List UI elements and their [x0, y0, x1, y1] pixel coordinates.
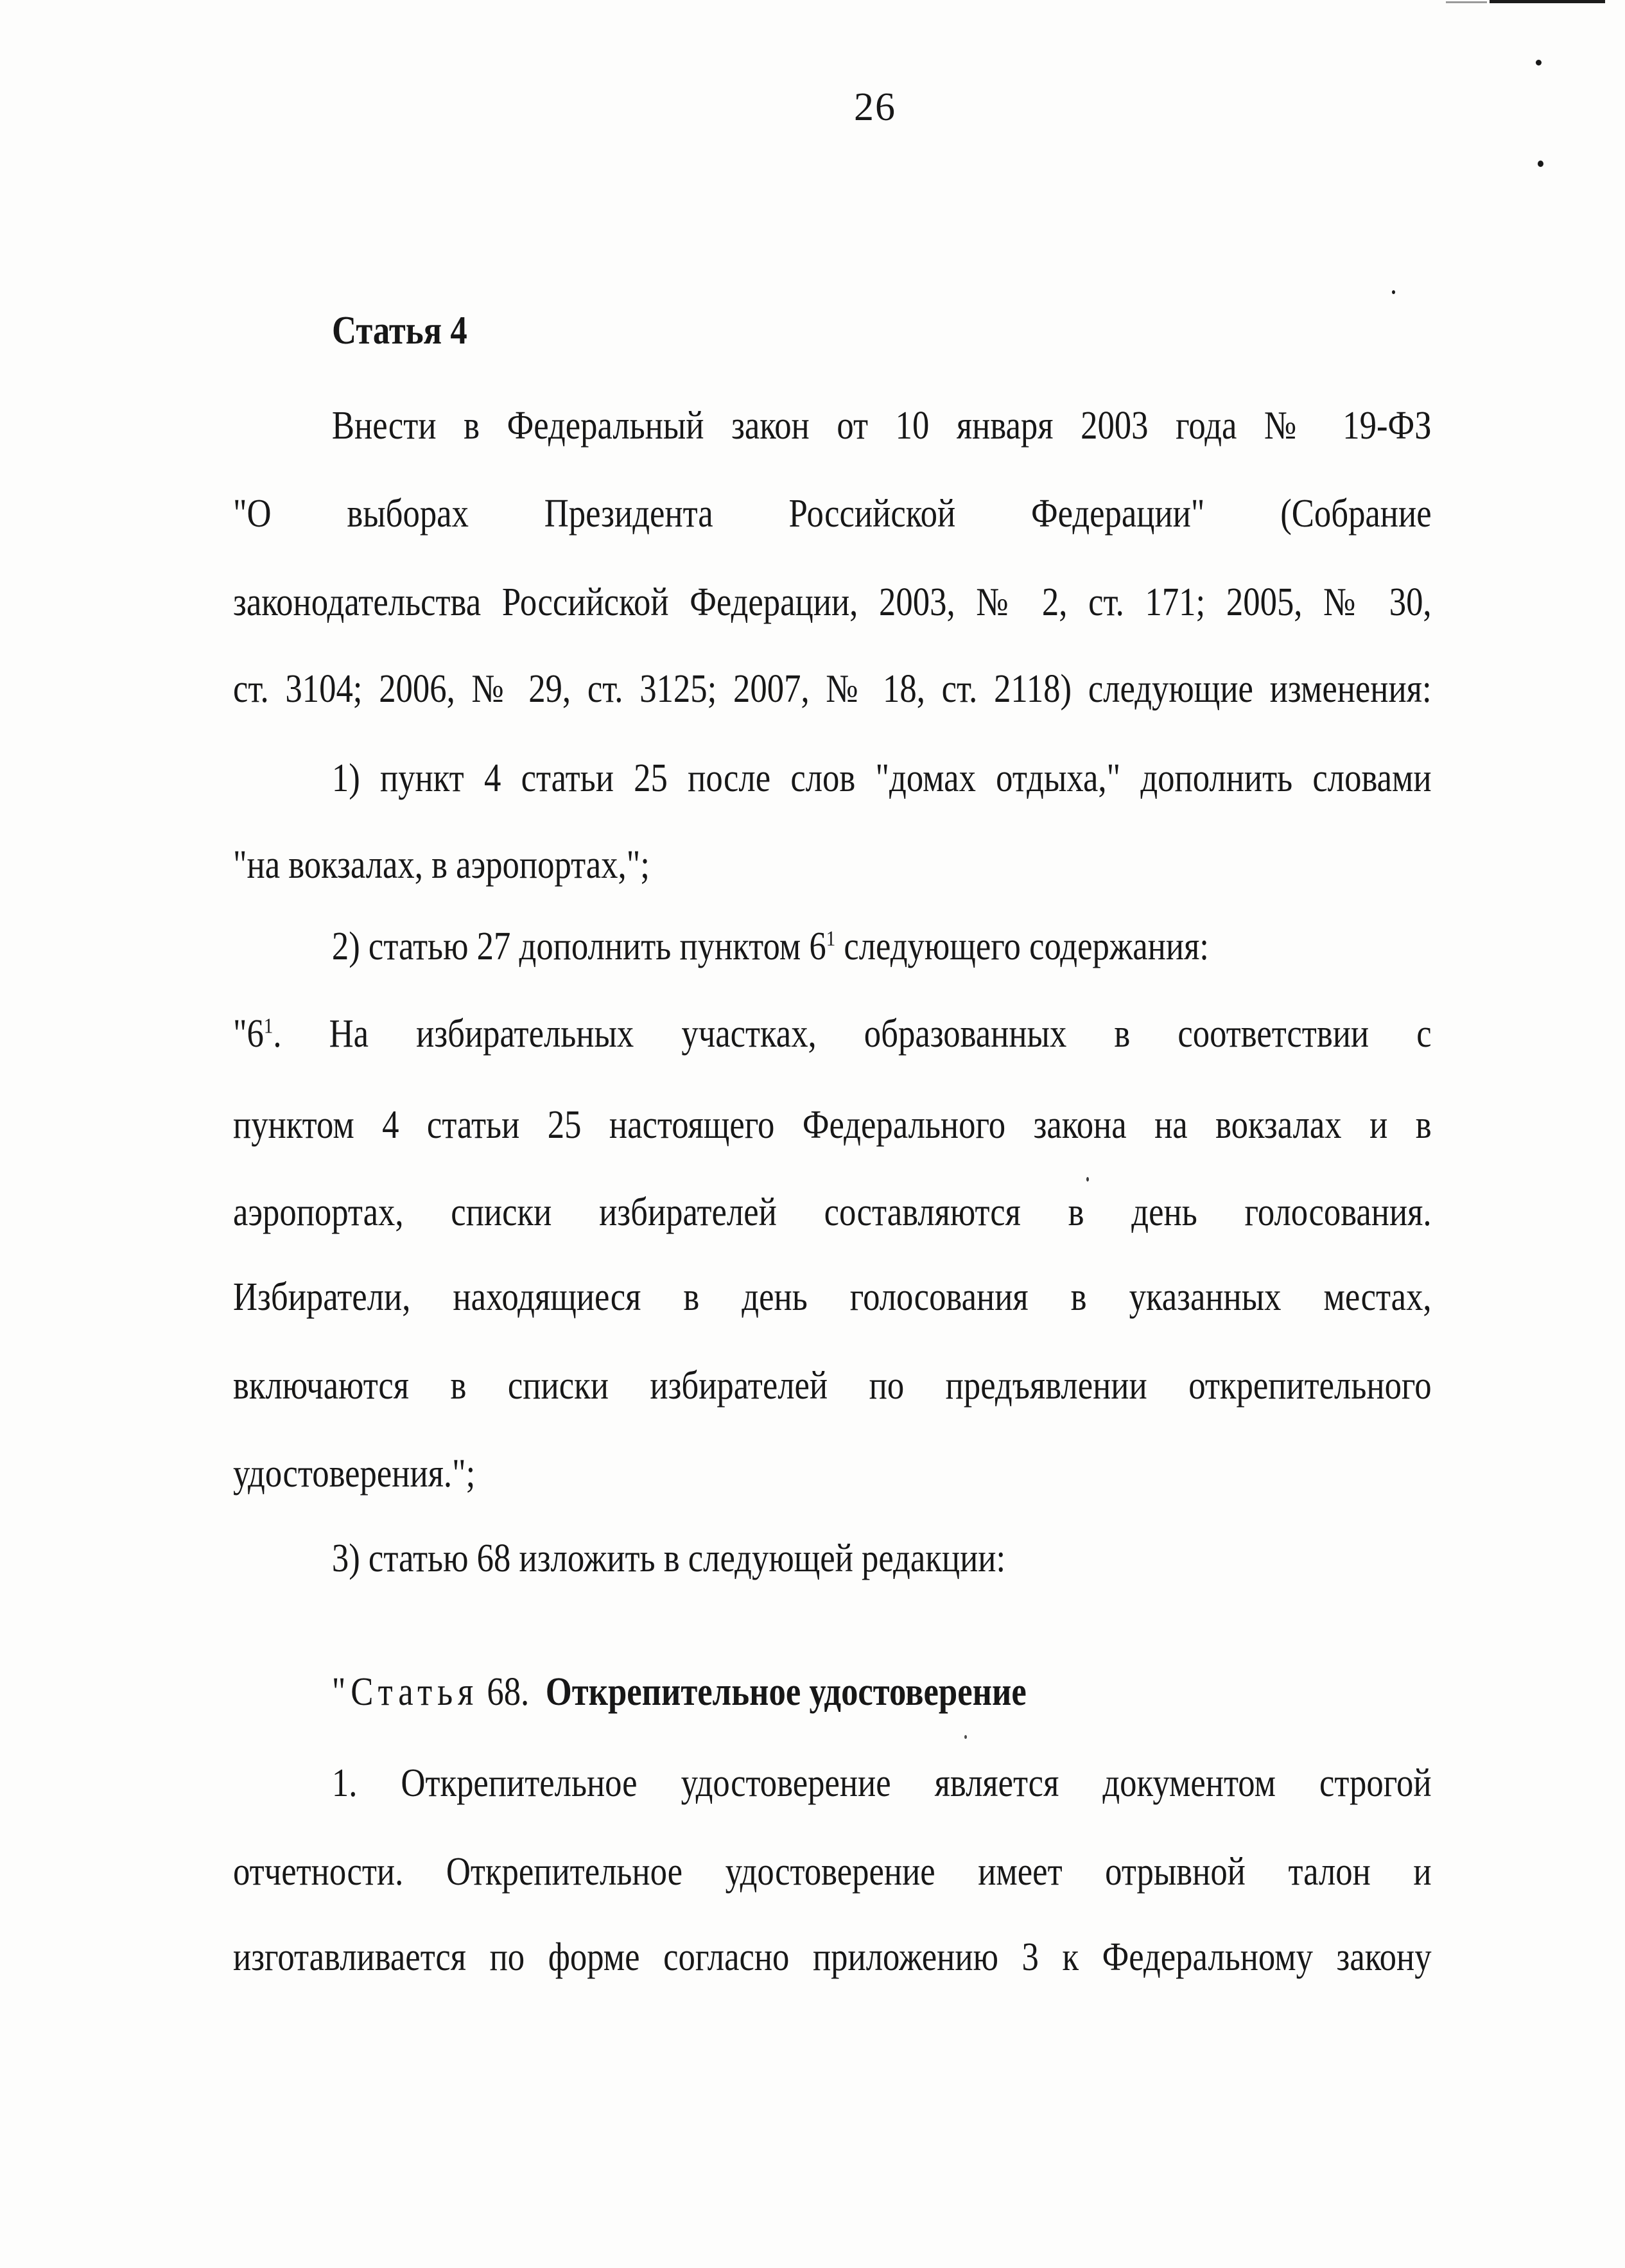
- amendment-item-2-line: аэропортах, списки избирателей составляются в день голосования.: [233, 1191, 1432, 1234]
- article-68-label: "Статья: [331, 1670, 479, 1714]
- scan-speck: [1086, 1177, 1089, 1182]
- para-line: "О выборах Президента Российской Федерации" (Собрание: [233, 492, 1432, 536]
- article-68-number: 68.: [478, 1670, 530, 1714]
- line-text: следующего содержания:: [835, 925, 1209, 968]
- amendment-item-1-line: "на вокзалах, в аэропортах,";: [233, 843, 650, 887]
- para-line: законодательства Российской Федерации, 2003, № 2, ст. 171; 2005, № 30,: [233, 580, 1432, 624]
- scan-speck: [1536, 60, 1542, 65]
- superscript: 1: [263, 1014, 274, 1038]
- amendment-item-1-line: 1) пункт 4 статьи 25 после слов "домах отдыха," дополнить словами: [331, 756, 1432, 800]
- article-68-para-line: 1. Открепительное удостоверение является документом строгой: [331, 1761, 1432, 1805]
- amendment-item-2-line: пунктом 4 статьи 25 настоящего Федерального закона на вокзалах и в: [233, 1103, 1432, 1147]
- para-line: Внести в Федеральный закон от 10 января 2003 года № 19-ФЗ: [331, 404, 1432, 448]
- scan-speck: [964, 1735, 967, 1739]
- amendment-item-2-line: [233, 924, 1432, 970]
- superscript: 1: [826, 927, 836, 951]
- amendment-item-2-line: включаются в списки избирателей по предъявлении открепительного: [233, 1364, 1432, 1408]
- line-text: . На избирательных участках, образованных в соответствии с: [273, 1012, 1432, 1056]
- scan-artifact-line-faint: [1446, 1, 1487, 3]
- amendment-item-2-line: Избиратели, находящиеся в день голосования в указанных местах,: [233, 1275, 1432, 1319]
- scan-speck: [1538, 161, 1543, 167]
- amendment-item-2-line: [233, 1011, 1432, 1057]
- article-heading: Статья 4: [332, 309, 467, 353]
- line-text: "6: [233, 1012, 264, 1056]
- amendment-item-3-line: 3) статью 68 изложить в следующей редакции:: [331, 1537, 1006, 1580]
- article-68-title: Открепительное удостоверение: [545, 1670, 1027, 1714]
- article-68-heading: [233, 1670, 1432, 1715]
- article-68-para-line: отчетности. Открепительное удостоверение имеет отрывной талон и: [233, 1850, 1432, 1894]
- page-number: 26: [854, 85, 896, 129]
- scan-artifact-line: [1490, 0, 1605, 3]
- article-68-para-line: изготавливается по форме согласно приложению 3 к Федеральному закону: [233, 1935, 1432, 1979]
- line-text: 2) статью 27 дополнить пунктом 6: [331, 925, 826, 968]
- amendment-item-2-line: удостоверения.";: [233, 1452, 476, 1496]
- scan-speck: [1392, 290, 1395, 294]
- para-line: ст. 3104; 2006, № 29, ст. 3125; 2007, № 18, ст. 2118) следующие изменения:: [233, 667, 1432, 711]
